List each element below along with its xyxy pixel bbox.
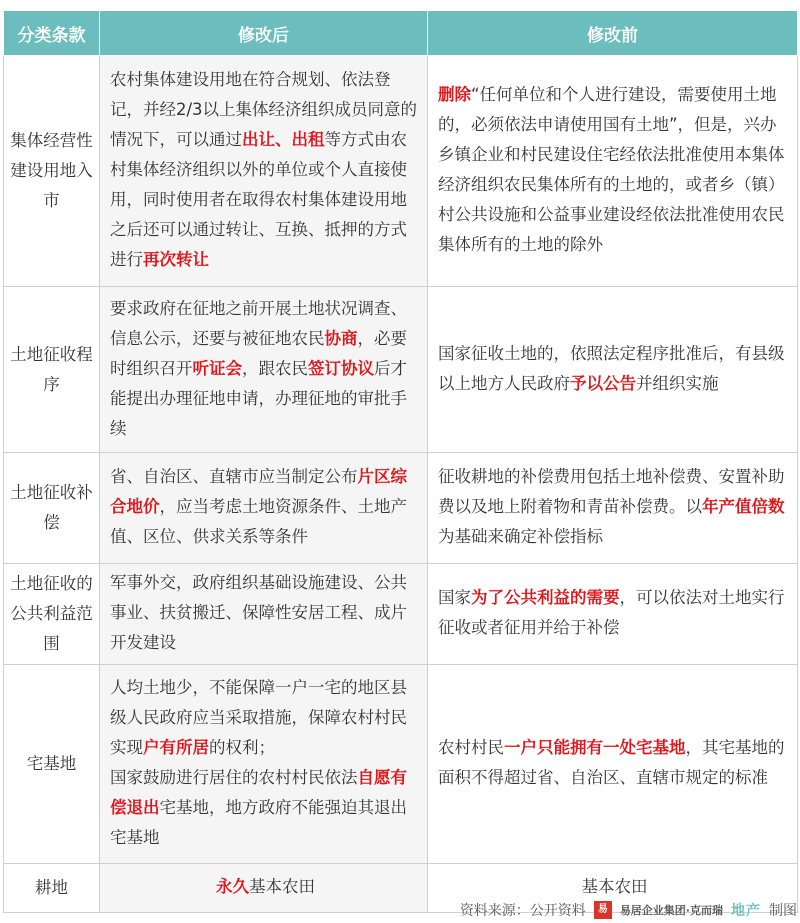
- cell-text: 等方式由农村集体经济组织以外的单位或个人直接使用，同时使用者在取得农村集体建设用地之后还可以通过转让、互换、抵押的方式进行: [110, 130, 407, 269]
- row-before: [428, 665, 798, 864]
- highlight-text: 为了公共利益的需要: [471, 588, 620, 607]
- row-after: [100, 56, 428, 287]
- header-category: 分类条款: [4, 11, 100, 56]
- row-before: [428, 453, 798, 564]
- cell-text: 要求政府在征地之前开展土地状况调查、信息公示，还要与被征地农民: [110, 298, 407, 348]
- row-category: 耕地: [4, 864, 100, 913]
- table-row: [4, 453, 798, 564]
- source-footer: [400, 898, 797, 922]
- row-after: [100, 665, 428, 864]
- table-row: [4, 564, 798, 665]
- comparison-table: [3, 10, 798, 913]
- cell-text: “任何单位和个人进行建设，需要使用土地的，必须依法申请使用国有土地”，但是，兴办乡镇企业和村民建设住宅经依法批准使用本集体经济组织农民集体所有的土地的，或者乡（镇）村公共设施和公益事业建设经依法批准使用农民集体所有的土地的除外: [438, 85, 785, 254]
- cell-text: 基本农田: [249, 877, 315, 896]
- row-category: 集体经营性建设用地入市: [4, 56, 100, 287]
- row-after: [100, 453, 428, 564]
- highlight-text: 户有所居: [143, 738, 209, 757]
- cell-text: ，应当考虑土地资源条件、土地产值、区位、供求关系等条件: [110, 497, 407, 546]
- row-category: 宅基地: [4, 665, 100, 864]
- company-logo-icon: 易: [594, 901, 612, 919]
- highlight-text: 听证会: [192, 358, 242, 378]
- cell-text: 基本农田: [581, 877, 648, 896]
- highlight-text: 自愿有偿退出: [110, 768, 407, 817]
- source-text: 资料来源：公开资料: [459, 903, 586, 919]
- highlight-text: 协商: [324, 328, 358, 348]
- row-after: [100, 564, 428, 665]
- brand-mark: 地产: [731, 903, 761, 919]
- row-category: 土地征收补偿: [4, 453, 100, 564]
- cell-text: ，其宅基地的面积不得超过省、自治区、直辖市规定的标准: [438, 738, 785, 787]
- cell-text: ，必要时组织召开: [110, 328, 407, 378]
- cell-text: 省、自治区、直辖市应当制定公布: [110, 467, 358, 486]
- header-row: [4, 11, 798, 56]
- highlight-text: 片区综合地价: [110, 467, 407, 516]
- highlight-text: 再次转让: [143, 250, 209, 269]
- cell-text: 国家征收土地的，依照法定程序批准后，有县级以上地方人民政府: [438, 343, 785, 393]
- cell-text: 军事外交，政府组织基础设施建设、公共事业、扶贫搬迁、保障性安居工程、成片开发建设: [110, 573, 407, 652]
- row-before: [428, 564, 798, 665]
- highlight-text: 予以公告: [570, 373, 636, 393]
- header-after: 修改后: [100, 11, 428, 56]
- highlight-text: 永久: [216, 877, 249, 896]
- cell-text: 宅基地，地方政府不能强迫其退出宅基地: [110, 798, 407, 847]
- company-logo-text: 易居企业集团·克而瑞: [619, 904, 723, 917]
- cell-text: 国家: [438, 588, 471, 607]
- highlight-text: 一户只能拥有一处宅基地: [504, 738, 686, 757]
- highlight-text: 出让、出租: [242, 130, 325, 149]
- cell-text: ，可以依法对土地实行征收或者征用并给于补偿: [438, 588, 785, 637]
- made-label: 制图: [769, 903, 797, 919]
- row-after: [100, 864, 428, 913]
- highlight-text: 年产值倍数: [702, 497, 785, 516]
- cell-text: 并组织实施: [636, 373, 719, 393]
- cell-text: 为基础来确定补偿指标: [438, 527, 603, 546]
- row-category: 土地征收程序: [4, 287, 100, 453]
- cell-text: 国家鼓励进行居住的农村村民依法: [110, 768, 358, 787]
- row-after: [100, 287, 428, 453]
- table-row: [4, 665, 798, 864]
- cell-text: 人均土地少，不能保障一户一宅的地区县级人民政府应当采取措施，保障农村村民实现: [110, 678, 407, 757]
- table-row: [4, 287, 798, 453]
- header-before: 修改前: [428, 11, 798, 56]
- table-row: [4, 56, 798, 287]
- cell-text: 农村集体建设用地在符合规划、依法登记，并经2/3以上集体经济组织成员同意的情况下，可以通过: [110, 70, 418, 149]
- cell-text: 的权利；: [209, 738, 275, 757]
- cell-text: 农村村民: [438, 738, 504, 757]
- highlight-text: 删除: [438, 85, 471, 104]
- row-category: 土地征收的公共利益范围: [4, 564, 100, 665]
- cell-text: ，跟农民: [242, 358, 308, 378]
- row-before: [428, 287, 798, 453]
- cell-text: 后才能提出办理征地申请，办理征地的审批手续: [110, 358, 407, 438]
- row-before: [428, 56, 798, 287]
- cell-text: 征收耕地的补偿费用包括土地补偿费、安置补助费以及地上附着物和青苗补偿费。以: [438, 467, 785, 516]
- highlight-text: 签订协议: [308, 358, 374, 378]
